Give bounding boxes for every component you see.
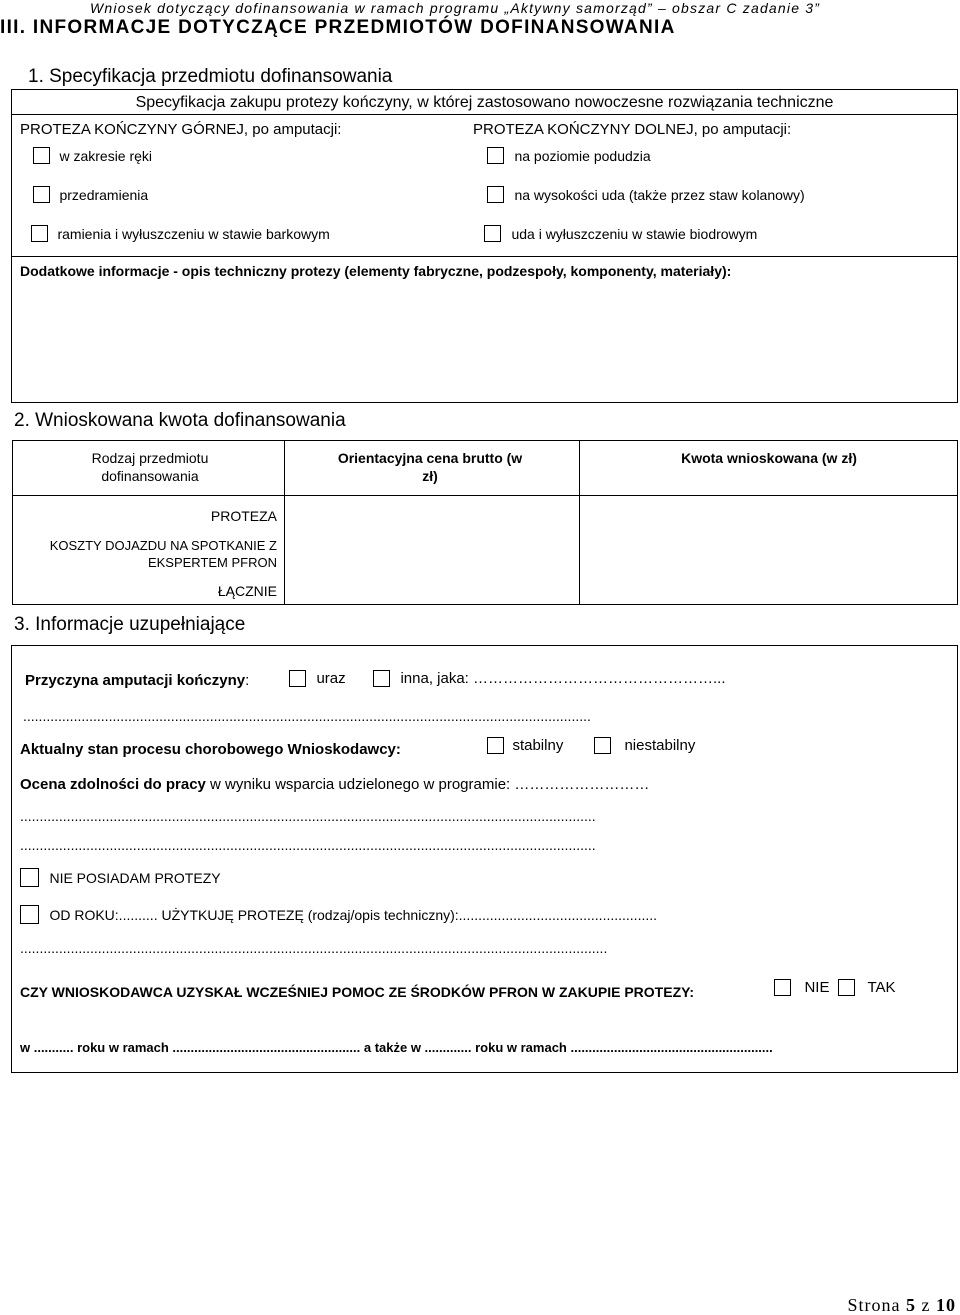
page-mid: z xyxy=(916,1295,936,1315)
running-title: Wniosek dotyczący dofinansowania w ramach programu „Aktywny samorząd” – obszar C zadanie 3” xyxy=(90,0,821,16)
section-title: III. INFORMACJE DOTYCZĄCE PRZEDMIOTÓW DOFINANSOWANIA xyxy=(0,17,676,38)
table-header-type: Rodzaj przedmiotu dofinansowania xyxy=(91,450,209,484)
option-label: na wysokości uda (także przez staw kolanowy) xyxy=(514,186,805,203)
since-year-option[interactable] xyxy=(20,905,657,924)
option-label: przedramienia xyxy=(59,186,149,203)
checkbox[interactable] xyxy=(20,905,39,924)
work-fill-line[interactable]: .................................................................................................................................................... xyxy=(20,808,596,824)
checkbox[interactable] xyxy=(774,979,791,996)
checkbox[interactable] xyxy=(484,225,501,242)
table-header-divider xyxy=(12,495,958,496)
price-cell[interactable] xyxy=(286,497,578,603)
additional-info-field[interactable] xyxy=(14,283,954,399)
page-prefix: Strona xyxy=(847,1295,906,1315)
lower-option-hip[interactable] xyxy=(484,225,757,243)
checkbox[interactable] xyxy=(487,147,504,164)
since-fill-line[interactable]: ....................................................................................................................................................... xyxy=(20,940,608,956)
colon: : xyxy=(245,672,250,689)
pfron-question: CZY WNIOSKODAWCA UZYSKAŁ WCZEŚNIEJ POMOC ZE ŚRODKÓW PFRON W ZAKUPIE PROTEZY: xyxy=(20,984,695,1000)
cause-option-other[interactable] xyxy=(373,670,726,688)
page-number xyxy=(780,1295,956,1315)
option-label: inna, jaka: …………………………………………... xyxy=(400,670,726,688)
amputation-cause-row xyxy=(25,672,249,689)
work-capacity-row xyxy=(20,776,649,793)
upper-option-hand[interactable] xyxy=(33,147,152,165)
checkbox[interactable] xyxy=(31,225,48,242)
option-label: uraz xyxy=(316,670,346,688)
upper-option-arm[interactable] xyxy=(31,225,330,243)
checkbox[interactable] xyxy=(487,186,504,203)
checkbox[interactable] xyxy=(289,670,306,687)
cause-option-injury[interactable] xyxy=(289,670,346,688)
section-3-title: 3. Informacje uzupełniające xyxy=(14,614,246,635)
section-1-title: 1. Specyfikacja przedmiotu dofinansowania xyxy=(28,66,393,87)
upper-limb-header: PROTEZA KOŃCZYNY GÓRNEJ, po amputacji: xyxy=(20,121,342,138)
option-label: OD ROKU:.......... UŻYTKUJĘ PROTEZĘ (rodzaj/opis techniczny):................................................... xyxy=(49,906,658,923)
table-col-divider-1 xyxy=(284,440,285,605)
option-label: ramienia i wyłuszczeniu w stawie barkowym xyxy=(57,225,330,242)
upper-option-forearm[interactable] xyxy=(33,186,148,204)
option-label: uda i wyłuszczeniu w stawie biodrowym xyxy=(511,225,758,242)
option-label: w zakresie ręki xyxy=(59,147,153,164)
checkbox[interactable] xyxy=(33,186,50,203)
table-row-label: ŁĄCZNIE xyxy=(217,583,277,599)
table-col-divider-2 xyxy=(579,440,580,605)
pfron-option-no[interactable] xyxy=(774,979,829,997)
pfron-option-yes[interactable] xyxy=(838,979,896,997)
checkbox[interactable] xyxy=(838,979,855,996)
checkbox[interactable] xyxy=(594,737,611,754)
section-2-title: 2. Wnioskowana kwota dofinansowania xyxy=(14,410,346,431)
table-row-label: KOSZTY DOJAZDU NA SPOTKANIE Z EKSPERTEM PFRON xyxy=(49,538,277,570)
amount-cell[interactable] xyxy=(581,497,956,603)
checkbox[interactable] xyxy=(20,868,39,887)
lower-option-thigh[interactable] xyxy=(487,186,805,204)
work-capacity-label: Ocena zdolności do pracy xyxy=(20,776,206,793)
lower-limb-header: PROTEZA KOŃCZYNY DOLNEJ, po amputacji: xyxy=(473,121,792,138)
no-prosthesis-option[interactable] xyxy=(20,868,221,887)
lower-option-shin[interactable] xyxy=(487,147,651,165)
amputation-cause-label: Przyczyna amputacji kończyny xyxy=(25,672,246,689)
table-row-label: PROTEZA xyxy=(210,508,277,524)
spec-box-title: Specyfikacja zakupu protezy kończyny, w której zastosowano nowoczesne rozwiązania techniczne xyxy=(135,94,834,111)
option-label: niestabilny xyxy=(624,737,696,755)
additional-info-label: Dodatkowe informacje - opis techniczny protezy (elementy fabryczne, podzespoły, komponenty, materiały): xyxy=(20,263,732,279)
table-header-amount: Kwota wnioskowana (w zł) xyxy=(681,450,857,466)
option-label: stabilny xyxy=(512,737,564,755)
spec-options-divider xyxy=(11,256,958,257)
disease-state-label: Aktualny stan procesu chorobowego Wnioskodawcy: xyxy=(20,741,401,758)
page-current: 5 xyxy=(906,1295,916,1315)
option-label: TAK xyxy=(867,979,896,997)
option-label: na poziomie podudzia xyxy=(514,147,651,164)
table-header-price: Orientacyjna cena brutto (w zł) xyxy=(337,450,523,484)
checkbox[interactable] xyxy=(33,147,50,164)
option-label: NIE POSIADAM PROTEZY xyxy=(49,869,221,886)
cause-fill-line[interactable]: .................................................................................................................................................. xyxy=(23,708,591,724)
page-total: 10 xyxy=(936,1295,956,1315)
checkbox[interactable] xyxy=(373,670,390,687)
checkbox[interactable] xyxy=(487,737,504,754)
spec-box-title-divider xyxy=(11,114,958,115)
state-option-unstable[interactable] xyxy=(594,737,695,755)
state-option-stable[interactable] xyxy=(487,737,563,755)
work-capacity-text: w wyniku wsparcia udzielonego w programie: ……………………… xyxy=(205,776,650,793)
prior-help-year-line[interactable]: w ........... roku w ramach .................................................... a także w ............. roku w ramach ........................................................ xyxy=(20,1040,773,1055)
option-label: NIE xyxy=(804,979,830,997)
work-fill-line[interactable]: .................................................................................................................................................... xyxy=(20,837,596,853)
